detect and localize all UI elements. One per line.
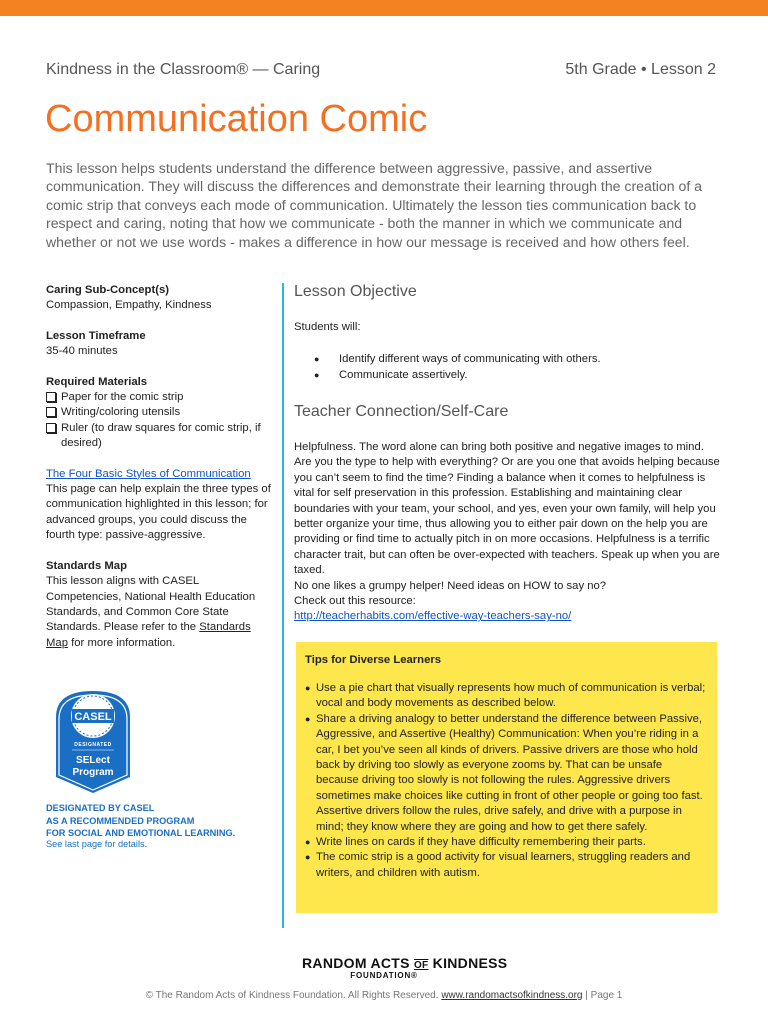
teacher-heading: Teacher Connection/Self-Care bbox=[294, 403, 509, 420]
list-item: ● The comic strip is a good activity for visual learners, struggling readers and writers, and children with autism. bbox=[305, 850, 707, 881]
list-item: Ruler (to draw squares for comic strip, if desired) bbox=[46, 421, 274, 452]
list-item: ● Write lines on cards if they have difficulty remembering their parts. bbox=[305, 835, 707, 850]
list-item: ● Use a pie chart that visually represents how much of communication is verbal; vocal and body movements as described below. bbox=[305, 681, 707, 712]
casel-note: See last page for details. bbox=[46, 839, 148, 849]
badge-designated-text: DESIGNATED bbox=[74, 742, 112, 748]
materials-label: Required Materials bbox=[46, 375, 148, 388]
standards-block bbox=[46, 559, 274, 651]
badge-casel-text: CASEL bbox=[74, 711, 112, 723]
page-header bbox=[46, 61, 716, 83]
checkbox-icon bbox=[46, 392, 56, 402]
teacher-resource-link[interactable]: http://teacherhabits.com/effective-way-teachers-say-no/ bbox=[294, 610, 572, 623]
list-item: ● Identify different ways of communicating with others. bbox=[314, 351, 601, 367]
standards-text: This lesson aligns with CASEL Competencies, National Health Education Standards, and Common Core State Standards. Please refer to the Standards Map for more information. bbox=[46, 575, 256, 649]
casel-designation: DESIGNATED BY CASEL AS A RECOMMENDED PROGRAM FOR SOCIAL AND EMOTIONAL LEARNING. bbox=[46, 803, 236, 839]
subconcepts-block bbox=[46, 283, 274, 314]
objective-heading: Lesson Objective bbox=[294, 283, 417, 300]
standards-label: Standards Map bbox=[46, 559, 127, 572]
casel-select-badge bbox=[46, 685, 140, 797]
timeframe-label: Lesson Timeframe bbox=[46, 329, 146, 342]
subconcepts-label: Caring Sub-Concept(s) bbox=[46, 284, 170, 296]
objective-intro: Students will: bbox=[294, 321, 361, 333]
badge-program-text: Program bbox=[72, 767, 114, 778]
sidebar bbox=[46, 283, 274, 666]
series-title: Kindness in the Classroom® — Caring bbox=[46, 61, 321, 78]
foundation-logo: RANDOM ACTS OF KINDNESS FOUNDATION® bbox=[302, 955, 508, 980]
list-item: ● Communicate assertively. bbox=[314, 367, 601, 383]
page-title: Communication Comic bbox=[45, 98, 428, 140]
styles-block bbox=[46, 467, 274, 544]
list-item: Paper for the comic strip bbox=[46, 390, 274, 405]
four-styles-link[interactable]: The Four Basic Styles of Communication bbox=[46, 467, 251, 480]
materials-list bbox=[46, 390, 274, 452]
column-divider bbox=[282, 283, 284, 928]
badge-select-text: SELect bbox=[76, 755, 110, 766]
grade-lesson: 5th Grade • Lesson 2 bbox=[565, 61, 716, 78]
tips-title: Tips for Diverse Learners bbox=[305, 654, 442, 666]
standards-map-link[interactable]: Standards Map bbox=[46, 621, 251, 649]
styles-text: This page can help explain the three types of communication highlighted in this lesson; for advanced groups, you could discuss the fourth type: passive-aggressive. bbox=[46, 483, 271, 542]
checkbox-icon bbox=[46, 423, 56, 433]
timeframe-value: 35-40 minutes bbox=[46, 345, 118, 358]
materials-block bbox=[46, 375, 274, 452]
teacher-paragraph: Helpfulness. The word alone can bring both positive and negative images to mind. Are you the type to help with everything? Or are you one that avoids helping because you can’t seem to find the time? Finding a balance when it comes to helpfulness is vital for self preservation in this profession. Establishing and maintaining clear boundaries with your team, your school, and yes, even your own family, will help you better organize your time, thus allowing you to either pair down on the help you are providing or find time to actually pitch in on more occasions. Helpfulness is a terrific character trait, but can often be over-expected with teachers. Speak up when you are taxed. No one likes a grumpy helper! Need ideas on HOW to say no? Check out this resource: http://teacherhabits.com/effective-way-teachers-say-no/ bbox=[294, 441, 720, 623]
list-item: ● Share a driving analogy to better understand the difference between Passive, Aggressive, and Assertive (Healthy) Communication: When you’re riding in a car, I bet you’ve seen all kinds of drivers. Passive drivers are those who hold back by driving too slowly as everyone zooms by. That can be unsafe because driving too slowly is not following the rules. Aggressive drivers sometimes make choices like cutting in front of other people or going too fast. Assertive drivers follow the rules, drive safely, and drive with a purpose in mind; they know where they are going and how to get there safely. bbox=[305, 712, 707, 835]
timeframe-block bbox=[46, 329, 274, 360]
intro-paragraph: This lesson helps students understand the difference between aggressive, passive, and assertive communication. They will discuss the differences and demonstrate their learning through the creation of a comic strip that conveys each mode of communication. Ultimately the lesson ties communication back to respect and caring, noting that how we communicate - both the manner in which we communicate and whether or not we use words - makes a difference in how our message is received and how others feel. bbox=[46, 160, 702, 250]
checkbox-icon bbox=[46, 407, 56, 417]
top-accent-bar bbox=[0, 0, 768, 16]
list-item: Writing/coloring utensils bbox=[46, 405, 274, 420]
page-footer: © The Random Acts of Kindness Foundation. All Rights Reserved. www.randomactsofkindness.org | Page 1 bbox=[145, 990, 623, 1001]
subconcepts-value: Compassion, Empathy, Kindness bbox=[46, 299, 212, 312]
objective-list bbox=[314, 351, 601, 383]
tips-box bbox=[296, 642, 717, 913]
website-link[interactable]: www.randomactsofkindness.org bbox=[441, 990, 583, 1001]
tips-list bbox=[305, 681, 707, 881]
